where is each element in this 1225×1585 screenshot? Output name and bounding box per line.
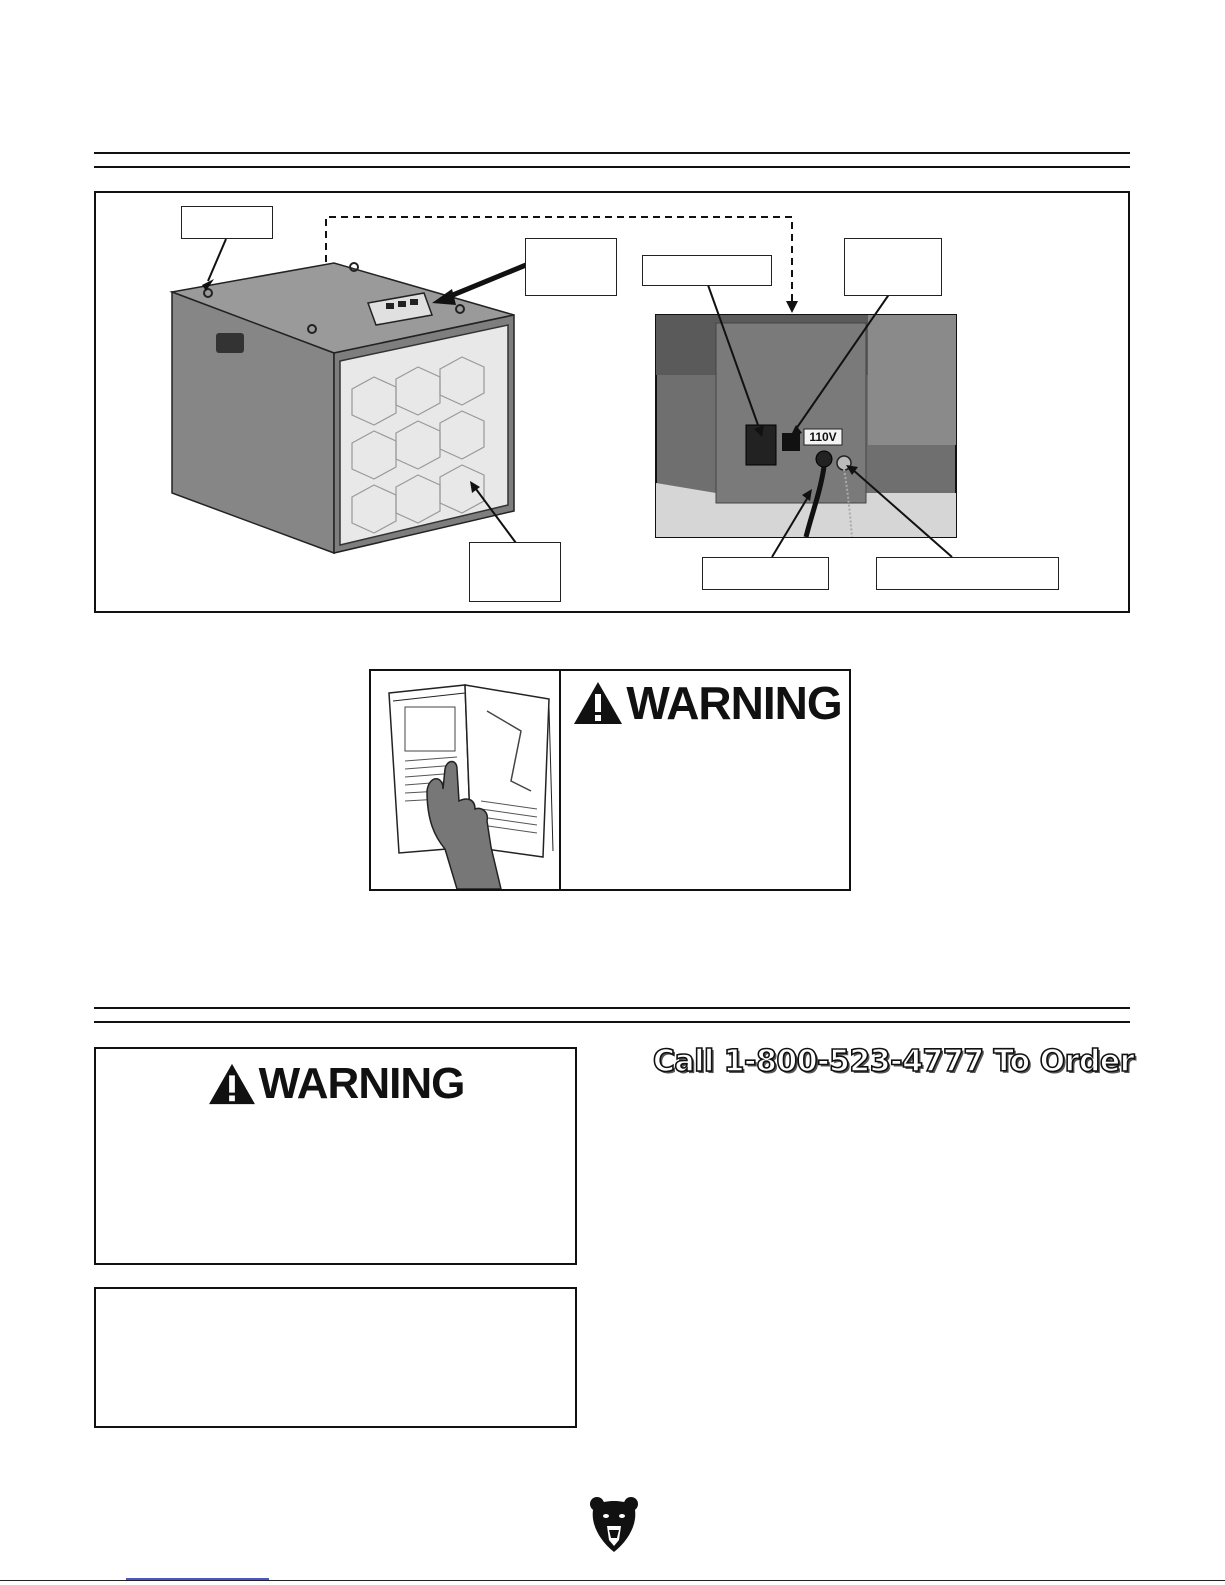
voltage-label: 110V bbox=[809, 430, 837, 444]
section-rule-mid-1 bbox=[94, 1007, 1130, 1009]
callout-box-filter bbox=[469, 542, 561, 602]
callout-box-remote bbox=[525, 238, 617, 296]
callout-box-fuse-holder bbox=[876, 557, 1059, 590]
footer-link-underline[interactable] bbox=[126, 1578, 269, 1580]
warning-triangle-icon bbox=[207, 1062, 257, 1106]
read-manual-warning bbox=[369, 669, 851, 891]
callout-box-power-cord bbox=[702, 557, 829, 590]
grizzly-bear-logo-icon bbox=[589, 1496, 639, 1554]
warning-triangle-icon bbox=[572, 680, 624, 726]
manual-hand-illustration bbox=[371, 671, 561, 889]
callout-box-switch bbox=[642, 255, 772, 286]
callout-box-receiver bbox=[844, 238, 942, 296]
machine-identification-figure bbox=[94, 191, 1130, 613]
parts-warning bbox=[94, 1047, 577, 1265]
parts-warning-heading: WARNING bbox=[96, 1059, 575, 1109]
section-rule-top-1 bbox=[94, 152, 1130, 154]
note-box bbox=[94, 1287, 577, 1428]
callout-box-eyebolt bbox=[181, 206, 273, 239]
call-to-order-text: Call 1-800-523-4777 To Order bbox=[652, 1044, 1134, 1079]
footer-rule bbox=[0, 1580, 1225, 1581]
section-rule-top-2 bbox=[94, 166, 1130, 168]
section-rule-mid-2 bbox=[94, 1021, 1130, 1023]
read-manual-warning-heading: WARNING bbox=[571, 677, 843, 729]
